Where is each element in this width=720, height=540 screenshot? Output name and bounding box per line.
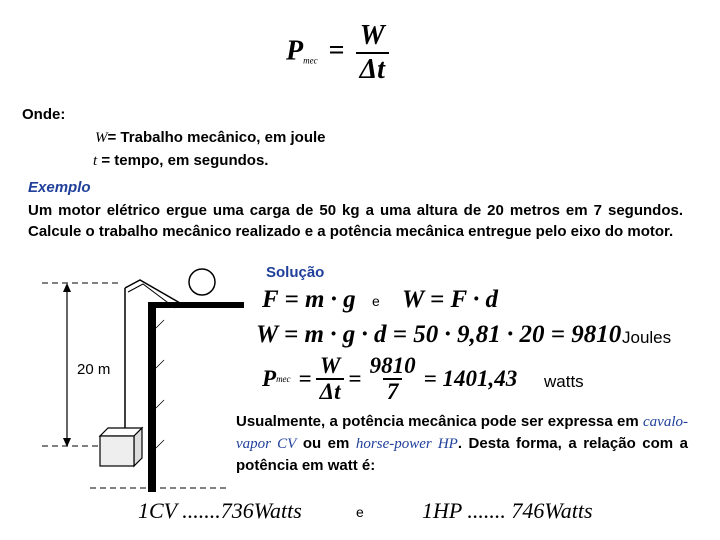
usualmente-t1: Usualmente, a potência mecânica pode ser expressa em (236, 413, 644, 430)
onde-var-t: t (93, 153, 98, 169)
hp-term: horse-power HP (355, 436, 458, 452)
cv-term: cavalo-vapor CV (236, 414, 688, 452)
solucao-label: Solução (266, 264, 325, 281)
power-num-2: 9810 (369, 353, 416, 378)
main-formula-sub: mec (303, 55, 318, 66)
power-result: = 1401,43 (423, 366, 518, 391)
watts-unit: watts (544, 372, 584, 391)
usualmente-t3: . Desta forma, a relação com a potência em watt é: (236, 435, 688, 474)
main-formula (286, 20, 389, 86)
exemplo-text: Um motor elétrico ergue uma carga de 50 kg a uma altura de 20 metros em 7 segundos. Calcule o trabalho mecânico realizado e a potência mecânica entregue pelo eixo do motor. (28, 202, 683, 240)
power-eq-2: = (348, 366, 362, 391)
power-sub: mec (276, 374, 291, 384)
hp-equivalence: 1HP ....... 746Watts (422, 498, 593, 523)
onde-line-1 (95, 129, 326, 147)
power-num-1: W (319, 353, 341, 378)
height-label: 20 m (77, 361, 111, 378)
onde-text-2: = tempo, em segundos. (97, 152, 269, 169)
equiv-e: e (356, 504, 364, 520)
main-formula-num: W (359, 20, 385, 51)
onde-text-1: = Trabalho mecânico, em joule (107, 129, 326, 146)
cv-equivalence: 1CV .......736Watts (138, 498, 302, 523)
exemplo-title: Exemplo (28, 179, 91, 196)
power-fraction-2 (366, 354, 420, 404)
onde-var-w: W (95, 130, 108, 146)
joules-unit: Joules (622, 328, 672, 347)
power-fraction-1 (316, 354, 345, 404)
lift-diagram (30, 268, 260, 498)
main-formula-fraction (356, 20, 389, 86)
onde-label: Onde: (22, 106, 66, 123)
main-formula-den: Δt (356, 52, 389, 86)
force-formula: F = m · g (262, 286, 356, 313)
power-calculation (262, 354, 517, 404)
main-formula-eq: = (328, 35, 345, 67)
power-eq-1: = (298, 366, 312, 391)
onde-line-2 (93, 152, 268, 170)
usualmente-text (236, 411, 688, 476)
usualmente-t2: ou em (296, 435, 356, 452)
solucao-e-1: e (372, 293, 380, 309)
power-lhs: P (262, 366, 277, 391)
work-formula: W = F · d (402, 286, 498, 313)
power-den-2: 7 (383, 378, 403, 404)
work-calculation: W = m · g · d = 50 · 9,81 · 20 = 9810 (256, 321, 622, 348)
power-den-1: Δt (316, 378, 345, 404)
main-formula-lhs: P (286, 35, 304, 67)
